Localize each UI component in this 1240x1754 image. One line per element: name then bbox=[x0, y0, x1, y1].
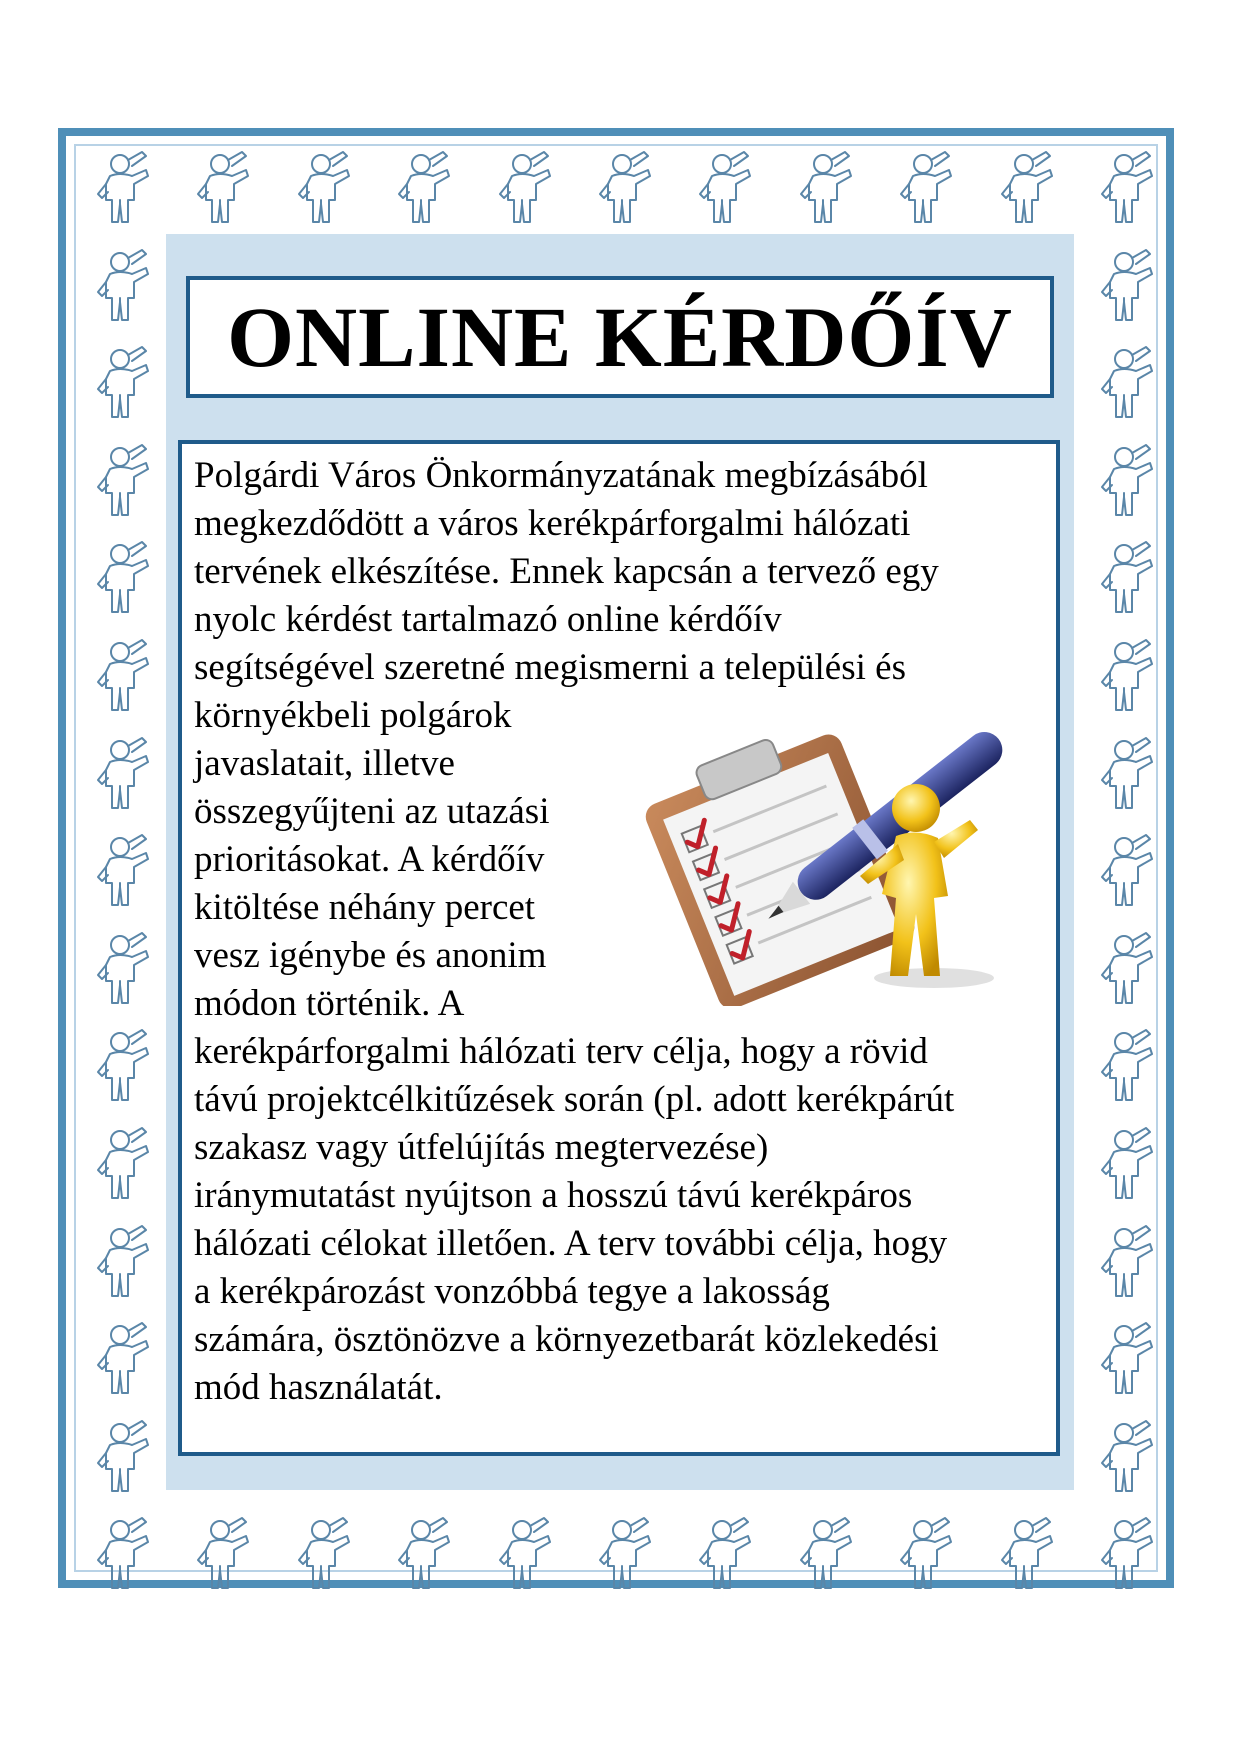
waving-person-outline-icon bbox=[192, 1516, 256, 1592]
waving-person-outline-icon bbox=[694, 1516, 758, 1592]
waving-person-outline-icon bbox=[1096, 1321, 1160, 1397]
waving-person-outline-icon bbox=[996, 150, 1060, 226]
waving-person-outline-icon bbox=[92, 1028, 156, 1104]
waving-person-outline-icon bbox=[594, 150, 658, 226]
waving-person-outline-icon bbox=[594, 1516, 658, 1592]
waving-person-outline-icon bbox=[92, 150, 156, 226]
waving-person-outline-icon bbox=[996, 1516, 1060, 1592]
waving-person-outline-icon bbox=[1096, 833, 1160, 909]
waving-person-outline-icon bbox=[192, 150, 256, 226]
waving-person-outline-icon bbox=[92, 638, 156, 714]
body-text-line: mód használatát. bbox=[194, 1367, 443, 1408]
waving-person-outline-icon bbox=[1096, 248, 1160, 324]
waving-person-outline-icon bbox=[92, 1224, 156, 1300]
waving-person-outline-icon bbox=[1096, 1516, 1160, 1592]
body-text-line: a kerékpározást vonzóbbá tegye a lakosság bbox=[194, 1271, 830, 1312]
waving-person-outline-icon bbox=[795, 1516, 859, 1592]
waving-person-outline-icon bbox=[795, 150, 859, 226]
body-text-line: tervének elkészítése. Ennek kapcsán a tervező egy bbox=[194, 551, 939, 592]
waving-person-outline-icon bbox=[92, 1126, 156, 1202]
body-text-line: szakasz vagy útfelújítás megtervezése) bbox=[194, 1127, 769, 1168]
body-text-box bbox=[178, 440, 1060, 1456]
body-text-line: javaslatait, illetve bbox=[194, 743, 455, 784]
body-text-line: környékbeli polgárok bbox=[194, 695, 512, 736]
waving-person-outline-icon bbox=[1096, 736, 1160, 812]
waving-person-outline-icon bbox=[92, 1516, 156, 1592]
waving-person-outline-icon bbox=[1096, 931, 1160, 1007]
waving-person-outline-icon bbox=[92, 443, 156, 519]
waving-person-outline-icon bbox=[293, 150, 357, 226]
clipboard-checklist-pen-figure-icon bbox=[634, 716, 1026, 1006]
waving-person-outline-icon bbox=[895, 150, 959, 226]
waving-person-outline-icon bbox=[1096, 540, 1160, 616]
body-text-line: módon történik. A bbox=[194, 983, 465, 1024]
body-text-line: segítségével szeretné megismerni a települési és bbox=[194, 647, 906, 688]
waving-person-outline-icon bbox=[92, 540, 156, 616]
body-text-line: távú projektcélkitűzések során (pl. adott kerékpárút bbox=[194, 1079, 955, 1120]
waving-person-outline-icon bbox=[92, 1321, 156, 1397]
waving-person-outline-icon bbox=[1096, 345, 1160, 421]
waving-person-outline-icon bbox=[92, 345, 156, 421]
body-text-line: számára, ösztönözve a környezetbarát közlekedési bbox=[194, 1319, 939, 1360]
waving-person-outline-icon bbox=[92, 833, 156, 909]
waving-person-outline-icon bbox=[393, 1516, 457, 1592]
waving-person-outline-icon bbox=[92, 248, 156, 324]
waving-person-outline-icon bbox=[393, 150, 457, 226]
waving-person-outline-icon bbox=[694, 150, 758, 226]
body-text-line: kerékpárforgalmi hálózati terv célja, hogy a rövid bbox=[194, 1031, 928, 1072]
body-text-line: prioritásokat. A kérdőív bbox=[194, 839, 545, 880]
waving-person-outline-icon bbox=[494, 150, 558, 226]
waving-person-outline-icon bbox=[92, 1419, 156, 1495]
body-text-line: kitöltése néhány percet bbox=[194, 887, 536, 928]
body-text-line: megkezdődött a város kerékpárforgalmi hálózati bbox=[194, 503, 911, 544]
waving-person-outline-icon bbox=[1096, 638, 1160, 714]
waving-person-outline-icon bbox=[1096, 1419, 1160, 1495]
title-box bbox=[186, 276, 1054, 398]
waving-person-outline-icon bbox=[293, 1516, 357, 1592]
waving-person-outline-icon bbox=[92, 736, 156, 812]
body-text-line: Polgárdi Város Önkormányzatának megbízásából bbox=[194, 455, 928, 496]
body-text-line: összegyűjteni az utazási bbox=[194, 791, 550, 832]
waving-person-outline-icon bbox=[1096, 1224, 1160, 1300]
waving-person-outline-icon bbox=[494, 1516, 558, 1592]
waving-person-outline-icon bbox=[1096, 150, 1160, 226]
body-text-line: vesz igénybe és anonim bbox=[194, 935, 547, 976]
waving-person-outline-icon bbox=[895, 1516, 959, 1592]
waving-person-outline-icon bbox=[92, 931, 156, 1007]
body-text-line: nyolc kérdést tartalmazó online kérdőív bbox=[194, 599, 782, 640]
body-text-line: hálózati célokat illetően. A terv további célja, hogy bbox=[194, 1223, 948, 1264]
page-title: ONLINE KÉRDŐÍV bbox=[227, 289, 1013, 385]
waving-person-outline-icon bbox=[1096, 443, 1160, 519]
body-text-line: iránymutatást nyújtson a hosszú távú kerékpáros bbox=[194, 1175, 913, 1216]
waving-person-outline-icon bbox=[1096, 1028, 1160, 1104]
waving-person-outline-icon bbox=[1096, 1126, 1160, 1202]
